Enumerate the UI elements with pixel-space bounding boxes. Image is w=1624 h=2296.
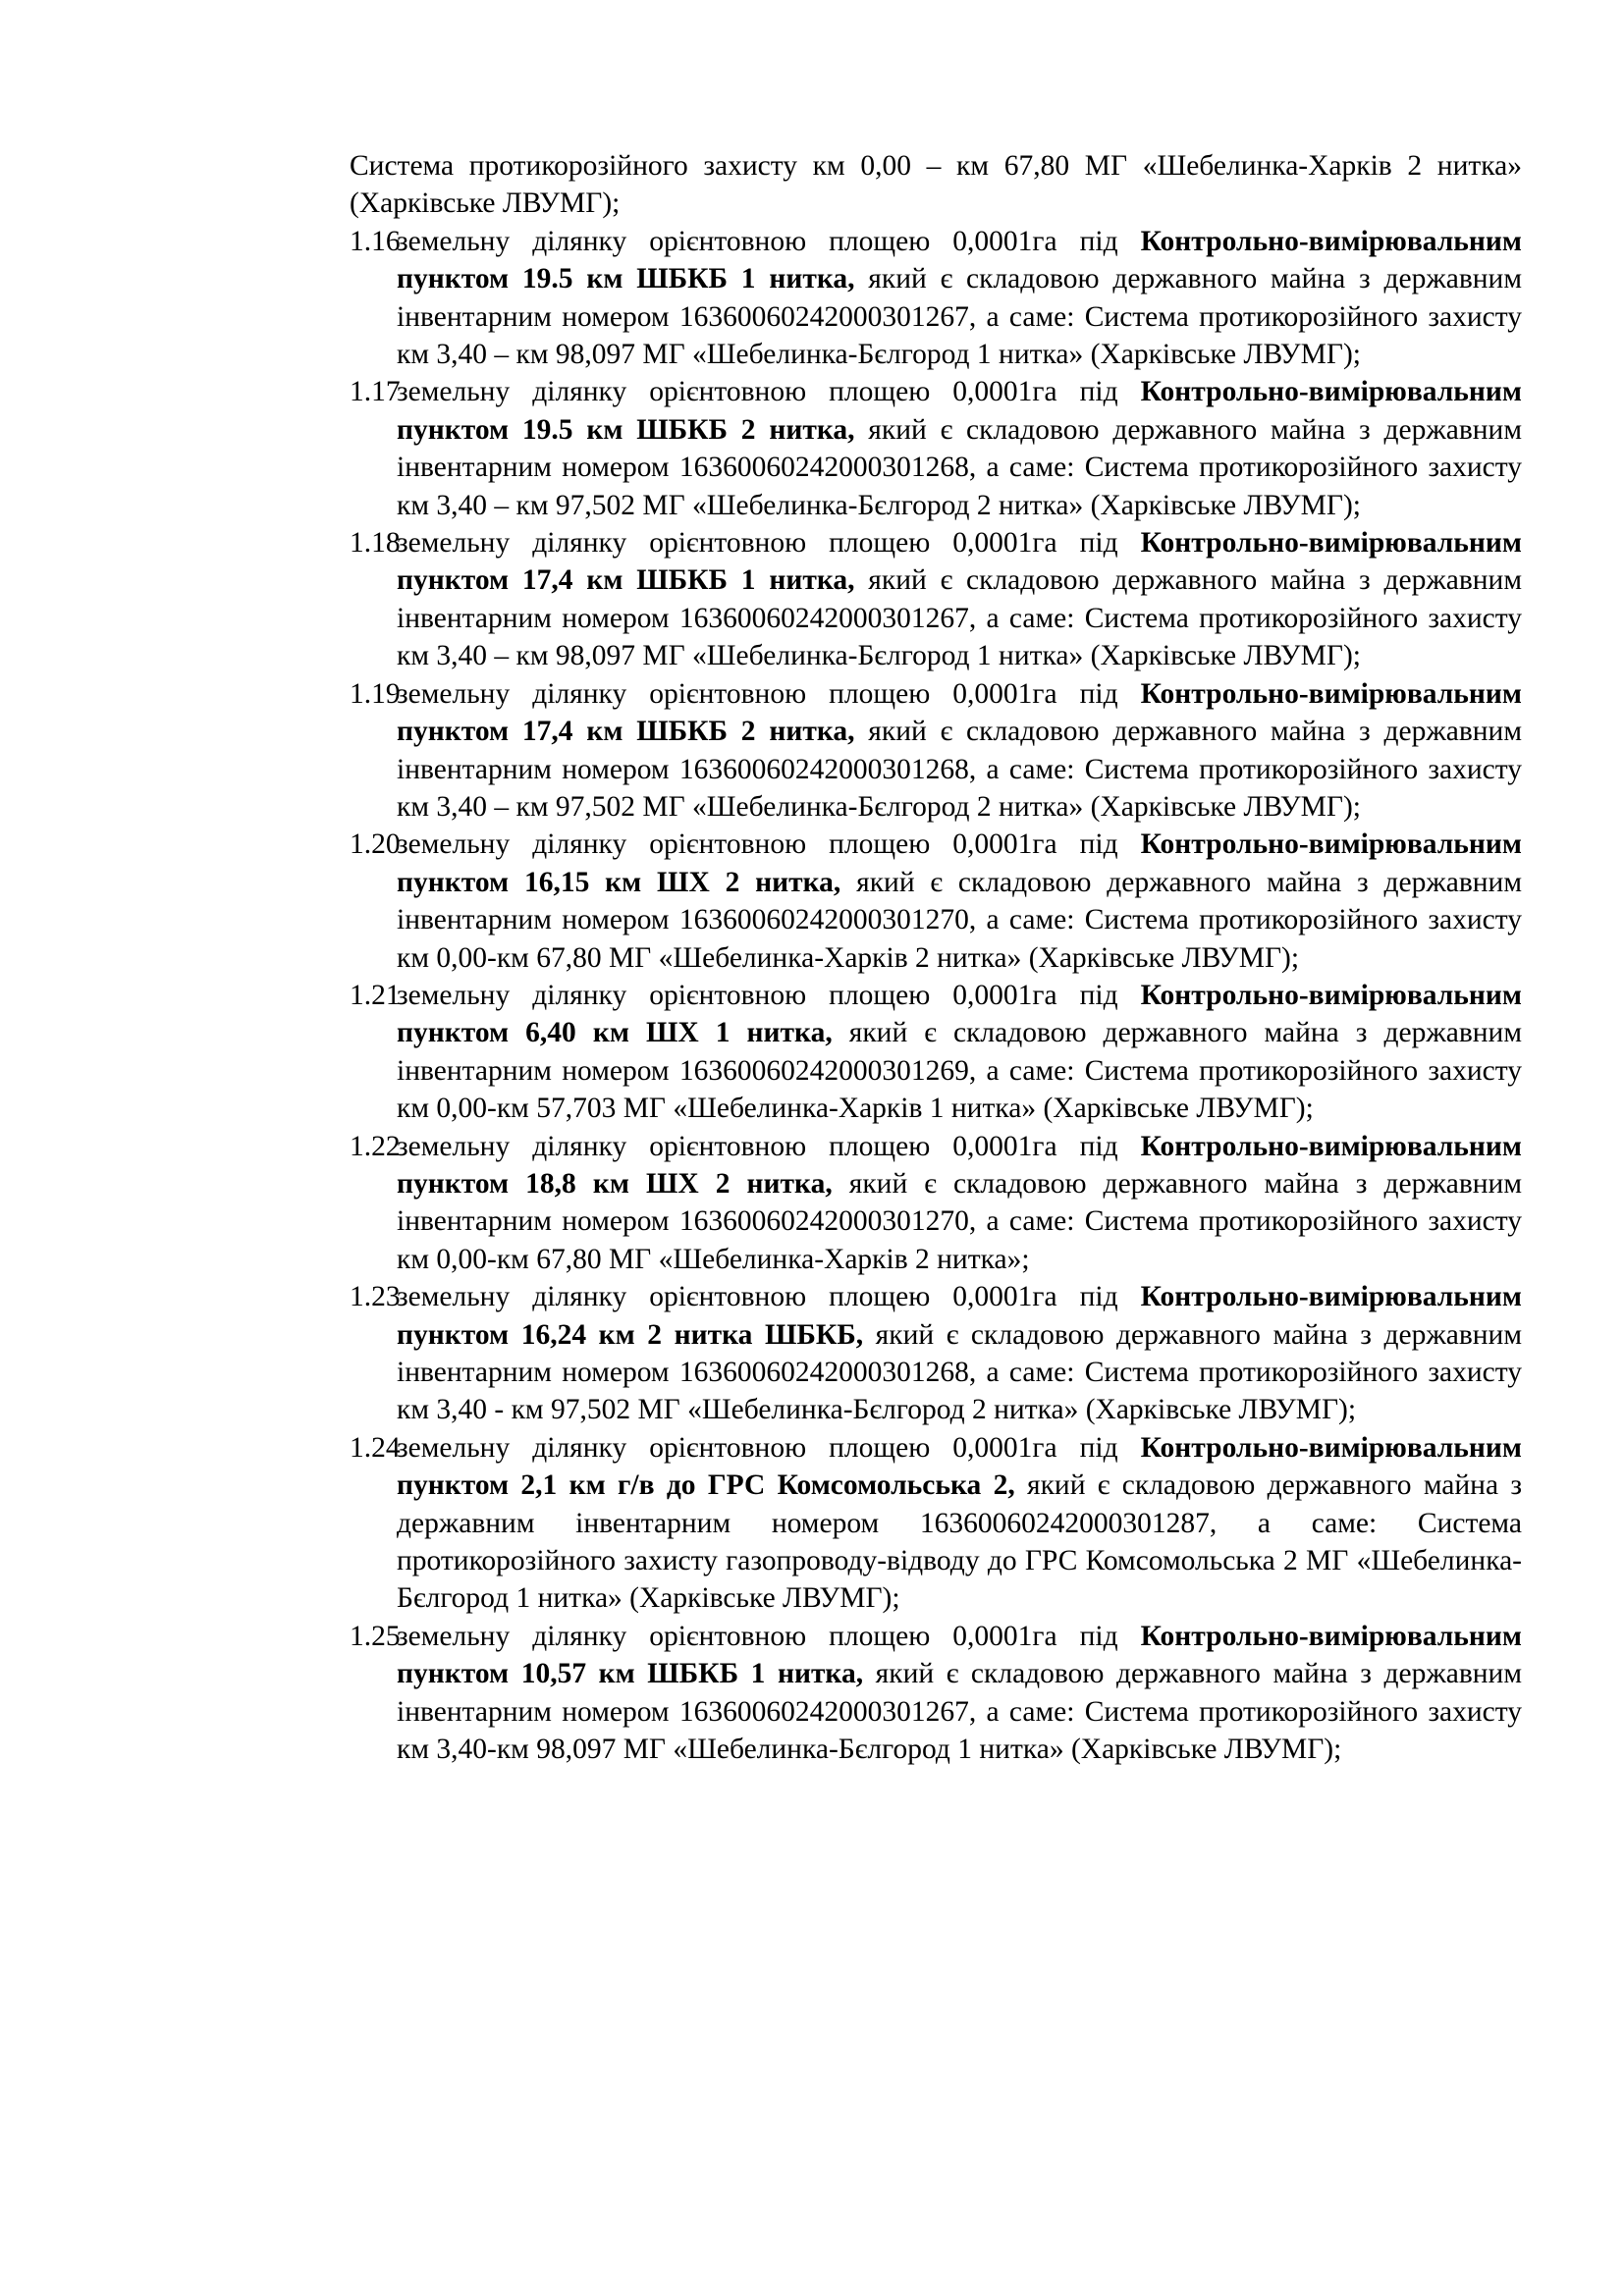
continuation-paragraph: Система протикорозійного захисту км 0,00 – км 67,80 МГ «Шебелинка-Харків 2 нитка» (Харківське ЛВУМГ);	[350, 150, 1522, 220]
item-number: 1.17	[350, 376, 401, 408]
item-text: який є складовою державного майна з державним інвентарним номером 16360060242000301267, а саме: Система протикорозійного захисту км 3,40 – км 98,097 МГ «Шебелинка-Бєлгород 1 нитка» (Харківське ЛВУМГ);	[397, 564, 1522, 672]
list-item	[350, 977, 1522, 1128]
item-text: земельну ділянку орієнтовною площею 0,0001га під	[397, 1130, 1141, 1162]
item-text: який є складовою державного майна з державним інвентарним номером 16360060242000301268, а саме: Система протикорозійного захисту км 3,40 – км 97,502 МГ «Шебелинка-Бєлгород 2 нитка» (Харківське ЛВУМГ);	[397, 413, 1522, 521]
item-number: 1.20	[350, 828, 401, 861]
item-number: 1.19	[350, 677, 401, 710]
item-number: 1.18	[350, 527, 401, 560]
list-item	[350, 1128, 1522, 1279]
item-bold-text: Контрольно-вимірювальним пунктом 19.5 км ШБКБ 1 нитка,	[397, 225, 1522, 295]
item-text: який є складовою державного майна з державним інвентарним номером 16360060242000301267, а саме: Система протикорозійного захисту км 3,40 – км 98,097 МГ «Шебелинка-Бєлгород 1 нитка» (Харківське ЛВУМГ);	[397, 263, 1522, 371]
item-text: який є складовою державного майна з державним інвентарним номером 16360060242000301267, а саме: Система протикорозійного захисту км 3,40-км 98,097 МГ «Шебелинка-Бєлгород 1 нитка» (Харківське ЛВУМГ);	[397, 1658, 1522, 1766]
item-bold-text: Контрольно-вимірювальним пунктом 10,57 км ШБКБ 1 нитка,	[397, 1620, 1522, 1690]
list-item	[350, 675, 1522, 827]
document-body	[350, 147, 1522, 1768]
item-number: 1.22	[350, 1130, 401, 1162]
item-bold-text: Контрольно-вимірювальним пунктом 17,4 км ШБКБ 1 нитка,	[397, 527, 1522, 597]
item-bold-text: Контрольно-вимірювальним пунктом 17,4 км ШБКБ 2 нитка,	[397, 677, 1522, 748]
item-text: земельну ділянку орієнтовною площею 0,0001га під	[397, 1431, 1141, 1464]
item-bold-text: Контрольно-вимірювальним пунктом 19.5 км ШБКБ 2 нитка,	[397, 376, 1522, 446]
item-number: 1.21	[350, 979, 401, 1011]
item-text: земельну ділянку орієнтовною площею 0,0001га під	[397, 376, 1141, 408]
item-text: який є складовою державного майна з державним інвентарним номером 16360060242000301268, а саме: Система протикорозійного захисту км 3,40 – км 97,502 МГ «Шебелинка-Бєлгород 2 нитка» (Харківське ЛВУМГ);	[397, 716, 1522, 823]
item-bold-text: Контрольно-вимірювальним пунктом 6,40 км ШХ 1 нитка,	[397, 979, 1522, 1049]
item-bold-text: Контрольно-вимірювальним пунктом 18,8 км ШХ 2 нитка,	[397, 1130, 1522, 1200]
list-item	[350, 223, 1522, 374]
item-text: який є складовою державного майна з державним інвентарним номером 16360060242000301269, а саме: Система протикорозійного захисту км 0,00-км 57,703 МГ «Шебелинка-Харків 1 нитка» (Харківське ЛВУМГ);	[397, 1017, 1522, 1125]
list-item	[350, 1618, 1522, 1769]
list-item	[350, 826, 1522, 977]
list-item	[350, 524, 1522, 675]
item-text: земельну ділянку орієнтовною площею 0,0001га під	[397, 225, 1141, 257]
item-bold-text: Контрольно-вимірювальним пунктом 16,15 км ШХ 2 нитка,	[397, 828, 1522, 898]
list-item	[350, 1429, 1522, 1618]
item-number: 1.16	[350, 225, 401, 257]
item-text: який є складовою державного майна з державним інвентарним номером 16360060242000301270, а саме: Система протикорозійного захисту км 0,00-км 67,80 МГ «Шебелинка-Харків 2 нитка»;	[397, 1167, 1522, 1275]
item-text: земельну ділянку орієнтовною площею 0,0001га під	[397, 1620, 1141, 1652]
item-text: який є складовою державного майна з державним інвентарним номером 16360060242000301287, а саме: Система протикорозійного захисту газопроводу-відводу до ГРС Комсомольська 2 МГ «Шебелинка-Бєлгород 1 нитка» (Харківське ЛВУМГ);	[397, 1469, 1523, 1615]
item-text: земельну ділянку орієнтовною площею 0,0001га під	[397, 1281, 1141, 1313]
item-text: який є складовою державного майна з державним інвентарним номером 16360060242000301270, а саме: Система протикорозійного захисту км 0,00-км 67,80 МГ «Шебелинка-Харків 2 нитка» (Харківське ЛВУМГ);	[397, 866, 1522, 974]
item-text: земельну ділянку орієнтовною площею 0,0001га під	[397, 527, 1141, 560]
item-number: 1.24	[350, 1431, 401, 1464]
item-text: земельну ділянку орієнтовною площею 0,0001га під	[397, 828, 1141, 861]
item-bold-text: Контрольно-вимірювальним пунктом 16,24 км 2 нитка ШБКБ,	[397, 1281, 1522, 1351]
item-number: 1.23	[350, 1281, 401, 1313]
list-item	[350, 373, 1522, 524]
item-text: земельну ділянку орієнтовною площею 0,0001га під	[397, 677, 1141, 710]
item-text: земельну ділянку орієнтовною площею 0,0001га під	[397, 979, 1141, 1011]
item-bold-text: Контрольно-вимірювальним пунктом 2,1 км г/в до ГРС Комсомольська 2,	[397, 1431, 1522, 1502]
item-number: 1.25	[350, 1620, 401, 1652]
list-item	[350, 1278, 1522, 1429]
item-text: який є складовою державного майна з державним інвентарним номером 16360060242000301268, а саме: Система протикорозійного захисту км 3,40 - км 97,502 МГ «Шебелинка-Бєлгород 2 нитка» (Харківське ЛВУМГ);	[397, 1318, 1522, 1426]
